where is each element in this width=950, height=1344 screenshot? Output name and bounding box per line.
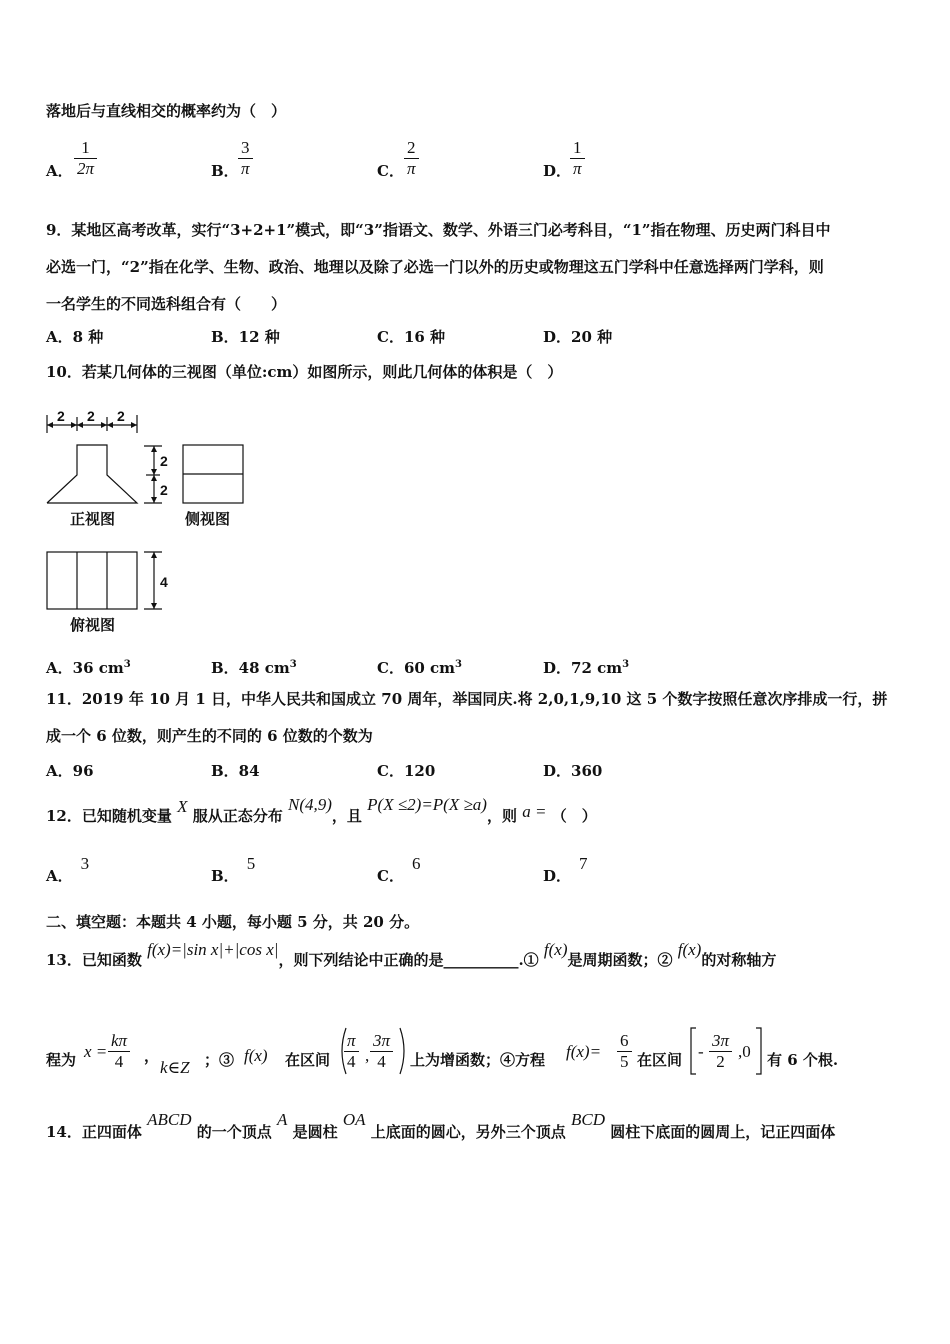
q9-line-2: 必选一门，“2”指在化学、生物、政治、地理以及除了必选一门以外的历史或物理这五门学科中任意选择两门学科，则 [46, 258, 824, 276]
q11-option-a: A．96 [46, 762, 94, 780]
dim-right-2: 2 [160, 482, 168, 498]
q13-int1-a-num: π [347, 1031, 356, 1050]
q8-stem-tail: 落地后与直线相交的概率约为（ ） [46, 102, 287, 120]
q13-int2-num: 3π [712, 1031, 730, 1050]
q13-int1-a-den: 4 [344, 1051, 359, 1072]
q12-option-b-label: B． [211, 867, 239, 885]
q13-k-fraction [108, 1031, 130, 1072]
q9-option-d: D．20 种 [543, 328, 613, 346]
dim-right-1: 2 [160, 453, 168, 469]
dim-top-3: 2 [117, 408, 125, 424]
q13-six-fifths [617, 1031, 632, 1072]
q12-option-d [543, 854, 588, 886]
q10-option-d-text: D．72 cm [543, 659, 623, 677]
q8-option-a-den: 2π [74, 158, 97, 179]
q13-eq: f(x)= [566, 1042, 602, 1061]
q8-option-d-label: D． [543, 162, 572, 180]
q13-five: 5 [617, 1051, 632, 1072]
q13-text-11: 有 6 个根. [767, 1051, 839, 1069]
q12-text-1: 12．已知随机变量 [46, 807, 172, 825]
q13-text-9: 上为增函数；④方程 [410, 1051, 546, 1069]
q13-text-1: 13．已知函数 [46, 951, 142, 969]
q10-option-c-sup: 3 [455, 659, 463, 670]
q10-option-a-sup: 3 [123, 659, 131, 670]
q12-option-d-label: D． [543, 867, 572, 885]
q14-line-1 [46, 1110, 836, 1142]
q12-option-c [377, 854, 421, 886]
q12-option-a-label: A． [46, 867, 73, 885]
q13-text-8: 在区间 [285, 1051, 331, 1069]
q12-option-c-label: C． [377, 867, 404, 885]
q8-option-b-den: π [238, 158, 253, 179]
q13-int1-b-num: 3π [373, 1031, 391, 1050]
dim-top-2: 2 [87, 408, 95, 424]
q14-text-5: 圆柱下底面的圆周上，记正四面体 [610, 1123, 836, 1141]
q14-bcd: BCD [571, 1110, 606, 1129]
front-view-label: 正视图 [70, 510, 116, 528]
q13-line-1 [46, 940, 777, 970]
q13-k-num: kπ [111, 1031, 128, 1050]
q10-option-d-sup: 3 [622, 659, 630, 670]
q12-text-2: 服从正态分布 [192, 807, 283, 825]
q10-option-a-text: A．36 cm [46, 659, 124, 677]
q14-oa: OA [342, 1110, 366, 1129]
q13-int1-b-den: 4 [370, 1051, 393, 1072]
q14-text-1: 14．正四面体 [46, 1123, 142, 1141]
q13-interval-2-minus: - [698, 1042, 704, 1061]
q12-stem [46, 795, 597, 826]
q10-three-view-figure [40, 405, 270, 645]
q13-fx-3: f(x) [244, 1046, 268, 1065]
q9-option-a: A．8 种 [46, 328, 104, 346]
front-view-outline [47, 445, 137, 503]
q10-option-a [46, 655, 131, 678]
q14-text-2: 的一个顶点 [196, 1123, 272, 1141]
dim-top-1: 2 [57, 408, 65, 424]
q12-text-5: （ ） [551, 807, 597, 825]
q8-option-d-num: 1 [573, 138, 582, 157]
q13-interval-2-frac [709, 1031, 732, 1072]
q13-text-4: 的对称轴方 [701, 951, 777, 969]
q13-text-3: 是周期函数；② [567, 951, 673, 969]
q13-interval-1-a [344, 1031, 359, 1072]
q11-option-b: B．84 [211, 762, 260, 780]
q13-interval-1-comma: , [365, 1046, 370, 1065]
q12-text-3: ，且 [331, 807, 362, 825]
q9-option-c: C．16 种 [377, 328, 446, 346]
q13-interval-2-end: ,0 [738, 1042, 751, 1061]
q12-prob: P(X ≤2)=P(X ≥a) [367, 795, 487, 814]
q8-option-d-den: π [570, 158, 585, 179]
q12-option-a [46, 854, 90, 886]
q10-stem: 10．若某几何体的三视图（单位:cm）如图所示，则此几何体的体积是（ ） [46, 363, 563, 381]
q13-x-eq: x = [84, 1042, 108, 1061]
q10-option-b [211, 655, 297, 678]
q12-option-c-val: 6 [411, 854, 421, 873]
q13-fx-2: f(x) [677, 940, 702, 959]
plan-view-label: 俯视图 [70, 616, 116, 634]
q8-option-a-label: A． [46, 162, 73, 180]
q11-line-1: 11．2019 年 10 月 1 日，中华人民共和国成立 70 周年，举国同庆.将 2,0,1,9,10 这 5 个数字按照任意次序排成一行，拼 [46, 690, 888, 708]
q11-option-c: C．120 [377, 762, 436, 780]
q13-interval-2-left-bracket [688, 1026, 698, 1076]
q13-interval-2-right-bracket [754, 1026, 764, 1076]
q10-option-b-sup: 3 [289, 659, 297, 670]
q13-text-5: 程为 [46, 1051, 77, 1069]
q13-k-den: 4 [108, 1051, 130, 1072]
q12-text-4: ，则 [486, 807, 517, 825]
side-view-label: 侧视图 [185, 510, 231, 528]
q13-text-10: 在区间 [637, 1051, 683, 1069]
q12-dist: N(4,9) [287, 795, 332, 814]
q9-line-1: 9．某地区高考改革，实行“3+2+1”模式，即“3”指语文、数学、外语三门必考科目，“1”指在物理、历史两门科目中 [46, 221, 831, 239]
q13-text-2: ，则下列结论中正确的是__________.① [278, 951, 539, 969]
q8-option-a-num: 1 [81, 138, 90, 157]
q12-var: X [177, 797, 188, 816]
dim-plan: 4 [160, 574, 168, 590]
q11-line-2: 成一个 6 位数，则产生的不同的 6 位数的个数为 [46, 727, 373, 745]
q8-option-b-num: 3 [241, 138, 250, 157]
q13-func: f(x)=|sin x|+|cos x| [147, 940, 279, 959]
q12-ask: a = [522, 802, 547, 821]
q8-option-a-fraction [74, 138, 97, 179]
q13-interval-1-b [370, 1031, 393, 1072]
q8-option-c-fraction [404, 138, 419, 179]
section-heading-fill-in: 二、填空题：本题共 4 小题，每小题 5 分，共 20 分。 [46, 913, 420, 931]
q8-option-c-num: 2 [407, 138, 416, 157]
q13-fx-1: f(x) [543, 940, 568, 959]
q9-option-b: B．12 种 [211, 328, 280, 346]
q8-option-c-label: C． [377, 162, 404, 180]
q8-option-b-fraction [238, 138, 253, 179]
q8-option-c-den: π [404, 158, 419, 179]
q9-line-3: 一名学生的不同选科组合有（ ） [46, 295, 287, 313]
q13-k-in-z: k∈Z [160, 1058, 190, 1077]
q13-int2-den: 2 [709, 1051, 732, 1072]
q12-option-b [211, 854, 256, 886]
q11-option-d: D．360 [543, 762, 603, 780]
q12-option-d-val: 7 [579, 854, 588, 873]
q14-abcd: ABCD [147, 1110, 192, 1129]
q13-interval-1-right-paren [397, 1026, 409, 1076]
q13-text-7: ；③ [204, 1051, 235, 1069]
q12-option-a-val: 3 [80, 854, 90, 873]
q10-option-c-text: C．60 cm [377, 659, 456, 677]
plan-view-outline [47, 552, 137, 609]
q8-option-b-label: B． [211, 162, 239, 180]
q10-option-b-text: B．48 cm [211, 659, 290, 677]
q10-option-d [543, 655, 629, 678]
q12-option-b-val: 5 [246, 854, 256, 873]
q14-a: A [276, 1110, 288, 1129]
q13-text-6: ， [144, 1047, 160, 1065]
q14-text-3: 是圆柱 [292, 1123, 338, 1141]
q8-option-d-fraction [570, 138, 585, 179]
q14-text-4: 上底面的圆心，另外三个顶点 [370, 1123, 566, 1141]
q10-option-c [377, 655, 462, 678]
q13-six: 6 [620, 1031, 629, 1050]
